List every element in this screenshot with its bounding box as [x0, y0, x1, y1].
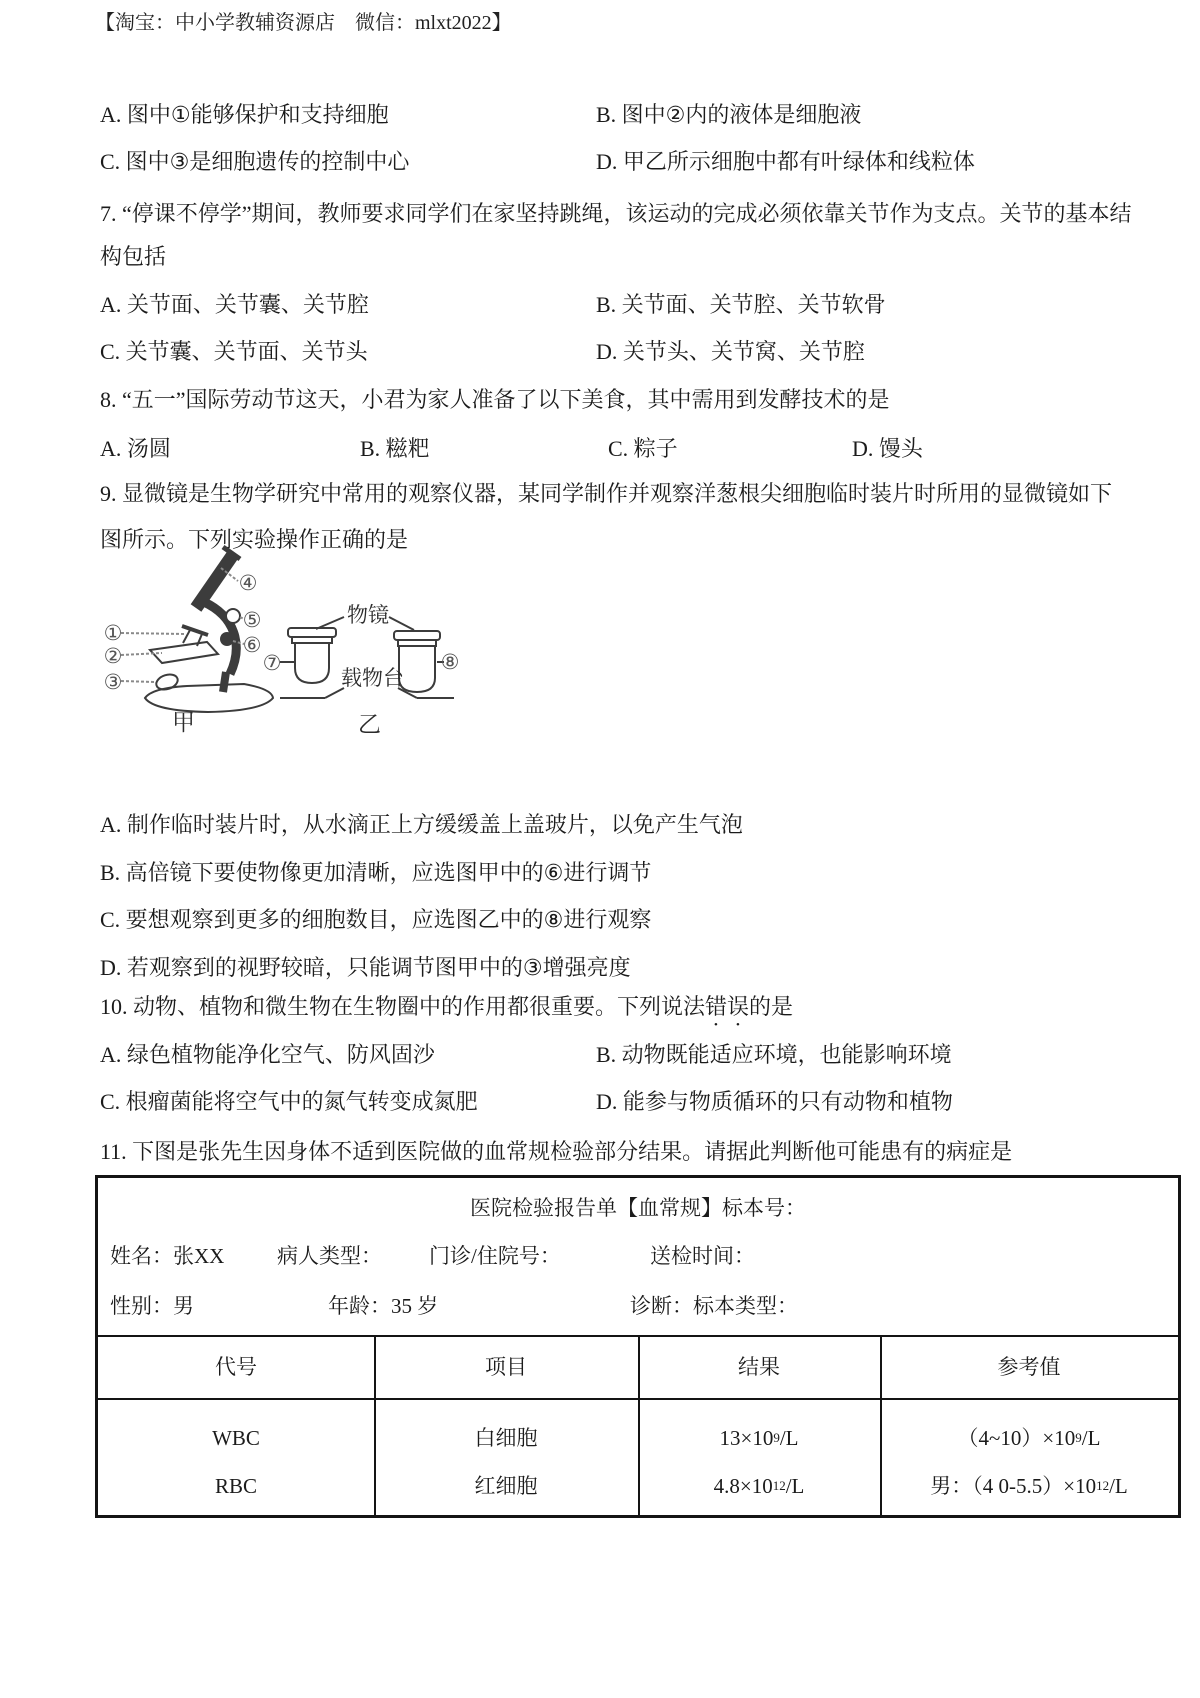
- label-circle-3: ③: [103, 670, 123, 694]
- q10-option-b: B. 动物既能适应环境，也能影响环境: [596, 1042, 952, 1067]
- q7-stem-line-2: 构包括: [100, 244, 167, 269]
- q9-option-a: A. 制作临时装片时，从水滴正上方缓缓盖上盖玻片，以免产生气泡: [100, 812, 743, 837]
- label-circle-5: ⑤: [242, 608, 262, 632]
- q8-stem: 8. “五一”国际劳动节这天，小君为家人准备了以下美食，其中需用到发酵技术的是: [100, 387, 890, 412]
- q6-option-c: C. 图中③是细胞遗传的控制中心: [100, 149, 410, 174]
- table-row-wbc: [98, 1414, 1178, 1462]
- q8-option-d: D. 馒头: [852, 436, 923, 461]
- label-circle-2: ②: [103, 644, 123, 668]
- q9-stem-line-2: 图所示。下列实验操作正确的是: [100, 527, 409, 552]
- q10-stem-post: 的是: [749, 994, 794, 1019]
- wbc-result-unit: /L: [779, 1425, 799, 1450]
- q10-stem-pre: 10. 动物、植物和微生物在生物圈中的作用都很重要。下列说法: [100, 994, 706, 1019]
- rbc-result: 4.8×10 12 /L: [713, 1473, 805, 1498]
- q7-option-a: A. 关节面、关节囊、关节腔: [100, 292, 369, 317]
- rbc-result-unit: /L: [785, 1473, 805, 1498]
- col-header-code: 代号: [215, 1355, 257, 1380]
- wbc-item: 白细胞: [474, 1425, 538, 1450]
- rbc-item: 红细胞: [474, 1473, 538, 1498]
- send-time: 送检时间：: [650, 1244, 755, 1268]
- rbc-reference-unit: /L: [1109, 1473, 1128, 1498]
- q8-option-a: A. 汤圆: [100, 436, 171, 461]
- q9-option-d: D. 若观察到的视野较暗，只能调节图甲中的③增强亮度: [100, 955, 631, 980]
- q6-option-b: B. 图中②内的液体是细胞液: [596, 102, 862, 127]
- col-header-result: 结果: [738, 1355, 780, 1380]
- blood-test-report-table: [95, 1175, 1181, 1518]
- q9-option-b: B. 高倍镜下要使物像更加清晰，应选图甲中的⑥进行调节: [100, 860, 652, 885]
- q7-option-b: B. 关节面、关节腔、关节软骨: [596, 292, 886, 317]
- diagnosis: 诊断：标本类型：: [630, 1294, 798, 1318]
- patient-gender: 性别：男: [110, 1294, 194, 1318]
- patient-type: 病人类型：: [277, 1244, 382, 1268]
- rbc-result-base: 4.8×10: [713, 1473, 773, 1498]
- q7-option-c: C. 关节囊、关节面、关节头: [100, 339, 368, 364]
- col-header-reference: 参考值: [997, 1355, 1061, 1380]
- patient-age: 年龄：35 岁: [328, 1294, 439, 1318]
- microscope-figure-svg: [92, 542, 472, 742]
- label-circle-4: ④: [238, 571, 258, 595]
- label-circle-8: ⑧: [440, 650, 460, 674]
- watermark-header: 【淘宝：中小学教辅资源店 微信：mlxt2022】: [95, 12, 512, 34]
- caption-yi: 乙: [358, 712, 381, 737]
- q7-option-d: D. 关节头、关节窝、关节腔: [596, 339, 865, 364]
- rbc-code: RBC: [214, 1473, 258, 1498]
- report-info-row-1: [98, 1244, 1178, 1270]
- q10-stem: [100, 994, 793, 1031]
- report-info-row-2: [98, 1294, 1178, 1320]
- label-circle-1: ①: [103, 621, 123, 645]
- label-circle-7: ⑦: [262, 651, 282, 675]
- wbc-reference: （4~10）×10 9 /L: [957, 1425, 1101, 1450]
- q8-option-b: B. 糍粑: [360, 436, 430, 461]
- caption-jia: 甲: [172, 710, 195, 735]
- microscope-figure: [92, 542, 472, 742]
- label-circle-6: ⑥: [242, 633, 262, 657]
- q9-stem-line-1: 9. 显微镜是生物学研究中常用的观察仪器，某同学制作并观察洋葱根尖细胞临时装片时所用的显微镜如下: [100, 481, 1113, 506]
- wbc-reference-base: （4~10）×10: [957, 1425, 1076, 1450]
- wbc-result: 13×10 9 /L: [719, 1425, 799, 1450]
- q10-option-c: C. 根瘤菌能将空气中的氮气转变成氮肥: [100, 1089, 478, 1114]
- q6-option-a: A. 图中①能够保护和支持细胞: [100, 102, 389, 127]
- q7-stem-line-1: 7. “停课不停学”期间，教师要求同学们在家坚持跳绳，该运动的完成必须依靠关节作为支点。关节的基本结: [100, 201, 1132, 226]
- rbc-reference-base: 男：（4 0-5.5）×10: [930, 1473, 1097, 1498]
- col-header-item: 项目: [485, 1355, 527, 1380]
- q11-stem: 11. 下图是张先生因身体不适到医院做的血常规检验部分结果。请据此判断他可能患有的病症是: [100, 1139, 1013, 1164]
- q10-stem-emphasis: 错误: [705, 994, 750, 1019]
- patient-name: 姓名：张XX: [110, 1244, 225, 1268]
- wbc-reference-unit: /L: [1081, 1425, 1101, 1450]
- visit-number: 门诊/住院号：: [429, 1244, 561, 1268]
- report-title: 医院检验报告单【血常规】标本号：: [470, 1196, 806, 1220]
- q9-option-c: C. 要想观察到更多的细胞数目，应选图乙中的⑧进行观察: [100, 907, 652, 932]
- q6-option-d: D. 甲乙所示细胞中都有叶绿体和线粒体: [596, 149, 975, 174]
- q10-option-d: D. 能参与物质循环的只有动物和植物: [596, 1089, 953, 1114]
- objective-lens-label: 物镜: [347, 603, 389, 627]
- stage-label: 载物台: [341, 666, 404, 690]
- rbc-reference: 男：（4 0-5.5）×10 12 /L: [930, 1473, 1128, 1498]
- wbc-code: WBC: [212, 1425, 260, 1450]
- wbc-result-base: 13×10: [719, 1425, 774, 1450]
- q10-option-a: A. 绿色植物能净化空气、防风固沙: [100, 1042, 435, 1067]
- table-row-rbc: [98, 1462, 1178, 1510]
- table-body: [98, 1400, 1178, 1518]
- table-header-row: [98, 1337, 1178, 1398]
- q8-option-c: C. 粽子: [608, 436, 678, 461]
